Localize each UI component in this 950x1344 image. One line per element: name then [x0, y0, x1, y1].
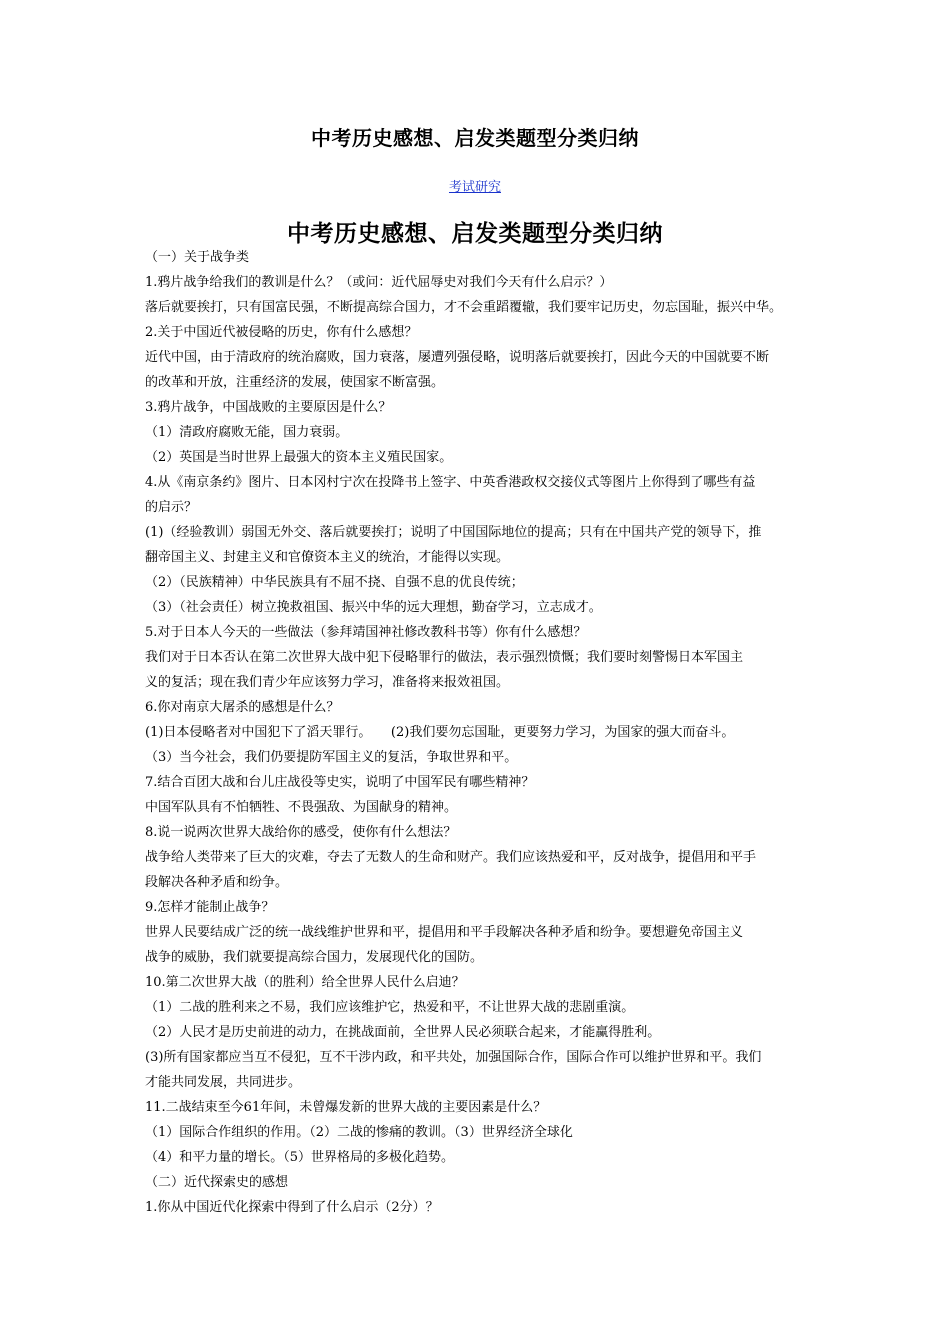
text-line: 5.对于日本人今天的一些做法（参拜靖国神社修改教科书等）你有什么感想？ — [145, 625, 587, 640]
text-line: 我们对于日本否认在第二次世界大战中犯下侵略罪行的做法，表示强烈愤慨；我们要时刻警惕日本军国主 — [145, 650, 744, 665]
text-line: （4）和平力量的增长。（5）世界格局的多极化趋势。 — [145, 1150, 455, 1165]
text-line: 段解决各种矛盾和纷争。 — [145, 875, 289, 890]
text-line: 义的复活；现在我们青少年应该努力学习，准备将来报效祖国。 — [145, 675, 510, 690]
text-line: 10.第二次世界大战（的胜利）给全世界人民什么启迪？ — [145, 975, 465, 990]
text-line: (1)日本侵略者对中国犯下了滔天罪行。 (2)我们要勿忘国耻，更要努力学习，为国家的强大而奋斗。 — [145, 725, 735, 740]
article-heading: 中考历史感想、启发类题型分类归纳 — [287, 221, 663, 247]
text-line: （二）近代探索史的感想 — [145, 1175, 289, 1190]
text-line: 1.鸦片战争给我们的教训是什么？（或问：近代屈辱史对我们今天有什么启示？） — [145, 275, 613, 290]
text-line: 落后就要挨打，只有国富民强，不断提高综合国力，才不会重蹈覆辙，我们要牢记历史，勿忘国耻，振兴中华。 — [145, 300, 783, 315]
text-line: （2）人民才是历史前进的动力，在挑战面前，全世界人民必须联合起来，才能赢得胜利。 — [145, 1025, 661, 1040]
text-line: 战争的威胁，我们就要提高综合国力，发展现代化的国防。 — [145, 950, 484, 965]
text-line: 翻帝国主义、封建主义和官僚资本主义的统治，才能得以实现。 — [145, 550, 510, 565]
category-link[interactable]: 考试研究 — [448, 180, 501, 195]
text-line: （3）当今社会，我们仍要提防军国主义的复活，争取世界和平。 — [145, 750, 518, 765]
text-line: 近代中国，由于清政府的统治腐败，国力衰落，屡遭列强侵略，说明落后就要挨打，因此今天的中国就要不断 — [145, 350, 770, 365]
text-line: (3)所有国家都应当互不侵犯，互不干涉内政，和平共处，加强国际合作，国际合作可以维护世界和平。我们 — [145, 1050, 762, 1065]
text-line: 9.怎样才能制止战争？ — [145, 900, 275, 915]
text-line: 世界人民要结成广泛的统一战线维护世界和平，提倡用和平手段解决各种矛盾和纷争。要想避免帝国主义 — [145, 925, 744, 940]
text-line: （2）英国是当时世界上最强大的资本主义殖民国家。 — [145, 450, 453, 465]
text-line: 战争给人类带来了巨大的灾难，夺去了无数人的生命和财产。我们应该热爱和平，反对战争，提倡用和平手 — [145, 850, 757, 865]
article-body — [145, 245, 811, 1220]
text-line: 11.二战结束至今61年间，未曾爆发新的世界大战的主要因素是什么？ — [145, 1100, 547, 1115]
text-line: （2）（民族精神）中华民族具有不屈不挠、自强不息的优良传统； — [145, 575, 524, 590]
text-line: 3.鸦片战争，中国战败的主要原因是什么？ — [145, 400, 392, 415]
text-line: 的启示？ — [145, 500, 198, 515]
text-line: （3）（社会责任）树立挽救祖国、振兴中华的远大理想，勤奋学习，立志成才。 — [145, 600, 602, 615]
text-line: （一）关于战争类 — [145, 250, 250, 265]
document-title: 中考历史感想、启发类题型分类归纳 — [311, 126, 639, 150]
text-line: 1.你从中国近代化探索中得到了什么启示（2分）？ — [145, 1200, 439, 1215]
text-line: （1）清政府腐败无能，国力衰弱。 — [145, 425, 349, 440]
text-line: 的改革和开放，注重经济的发展，使国家不断富强。 — [145, 375, 445, 390]
text-line: 中国军队具有不怕牺牲、不畏强敌、为国献身的精神。 — [145, 800, 458, 815]
text-line: 8.说一说两次世界大战给你的感受，使你有什么想法？ — [145, 825, 457, 840]
text-line: （1）国际合作组织的作用。（2）二战的惨痛的教训。（3）世界经济全球化 — [145, 1125, 573, 1140]
text-line: 7.结合百团大战和台儿庄战役等史实，说明了中国军民有哪些精神？ — [145, 775, 535, 790]
text-line: 6.你对南京大屠杀的感想是什么？ — [145, 700, 340, 715]
text-line: (1)（经验教训）弱国无外交、落后就要挨打；说明了中国国际地位的提高；只有在中国共产党的领导下，推 — [145, 525, 762, 540]
text-line: 才能共同发展，共同进步。 — [145, 1075, 302, 1090]
text-line: （1）二战的胜利来之不易，我们应该维护它，热爱和平，不让世界大战的悲剧重演。 — [145, 1000, 635, 1015]
text-line: 2.关于中国近代被侵略的历史，你有什么感想？ — [145, 325, 418, 340]
text-line: 4.从《南京条约》图片、日本冈村宁次在投降书上签字、中英香港政权交接仪式等图片上你得到了哪些有益 — [145, 475, 756, 490]
